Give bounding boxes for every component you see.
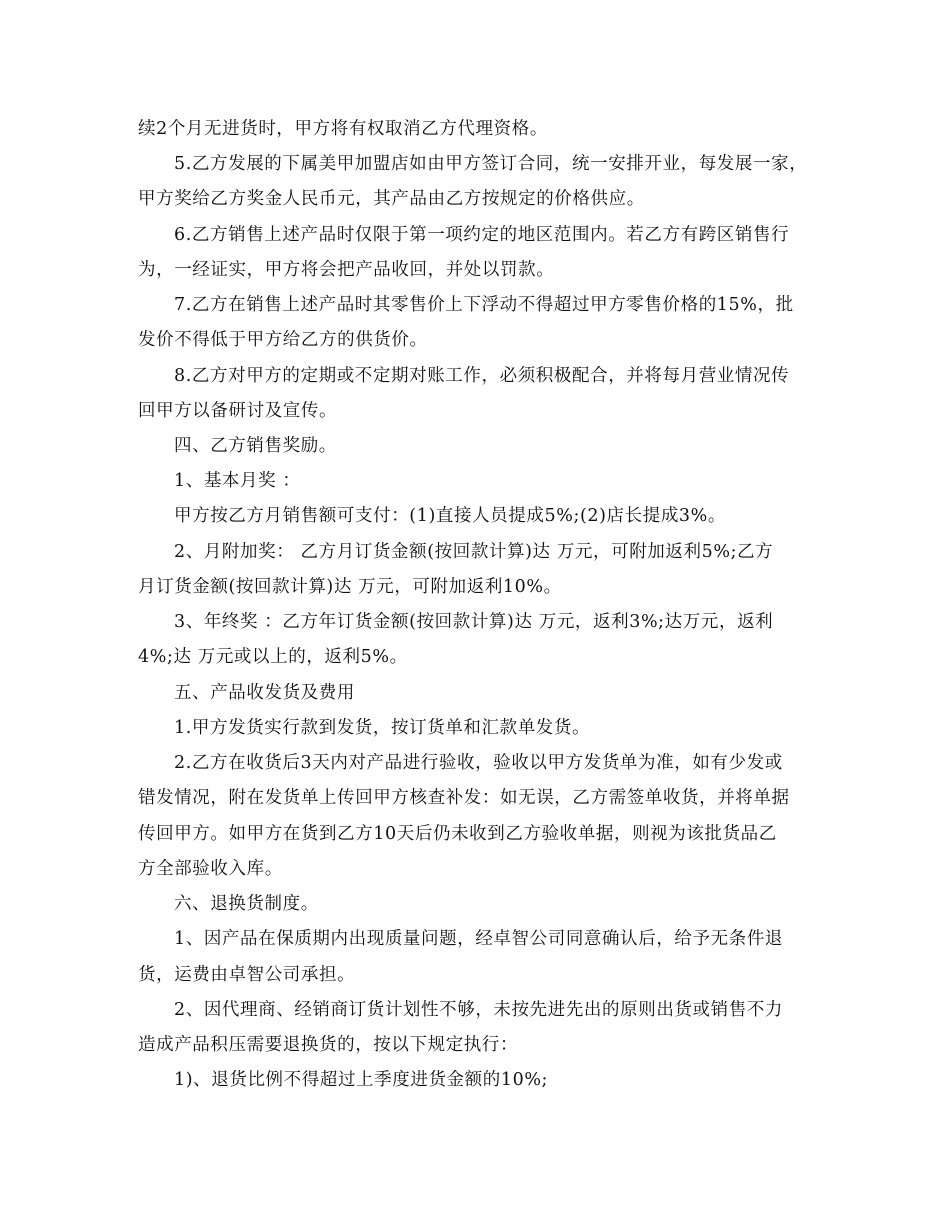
text-line: 月订货金额(按回款计算)达 万元，可附加返利10%。 <box>138 577 562 597</box>
text-line: 1.甲方发货实行款到发货，按订货单和汇款单发货。 <box>174 718 591 738</box>
text-line: 2、因代理商、经销商订货计划性不够，未按先进先出的原则出货或销售不力 <box>174 1000 784 1020</box>
text-line: 续2个月无进货时，甲方将有权取消乙方代理资格。 <box>138 119 548 139</box>
text-line: 1)、退货比例不得超过上季度进货金额的10%; <box>174 1070 549 1090</box>
text-line: 发价不得低于甲方给乙方的供货价。 <box>138 330 428 350</box>
text-line: 方全部验收入库。 <box>138 859 283 879</box>
text-line: 回甲方以备研讨及宣传。 <box>138 401 338 421</box>
text-line: 2.乙方在收货后3天内对产品进行验收，验收以甲方发货单为准，如有少发或 <box>174 753 783 773</box>
text-line: 为，一经证实，甲方将会把产品收回，并处以罚款。 <box>138 260 555 280</box>
text-line: 1、基本月奖 ： <box>174 471 301 491</box>
section-heading: 四、乙方销售奖励。 <box>174 436 337 456</box>
text-line: 传回甲方。如甲方在货到乙方10天后仍未收到乙方验收单据，则视为该批货品乙 <box>138 824 777 844</box>
text-line: 5.乙方发展的下属美甲加盟店如由甲方签订合同，统一安排开业，每发展一家， <box>174 154 808 174</box>
text-line: 造成产品积压需要退换货的，按以下规定执行： <box>138 1035 519 1055</box>
text-line: 甲方按乙方月销售额可支付：(1)直接人员提成5%;(2)店长提成3%。 <box>174 506 726 526</box>
text-line: 货，运费由卓智公司承担。 <box>138 965 356 985</box>
text-line: 1、因产品在保质期内出现质量问题，经卓智公司同意确认后，给予无条件退 <box>174 929 784 949</box>
text-line: 甲方奖给乙方奖金人民币元，其产品由乙方按规定的价格供应。 <box>138 189 645 209</box>
text-line: 7.乙方在销售上述产品时其零售价上下浮动不得超过甲方零售价格的15%，批 <box>174 295 794 315</box>
section-heading: 六、退换货制度。 <box>174 894 319 914</box>
text-line: 3、年终奖 ：乙方年订货金额(按回款计算)达 万元，返利3%;达万元，返利 <box>174 612 774 632</box>
text-line: 4%;达 万元或以上的，返利5%。 <box>138 647 408 667</box>
section-heading: 五、产品收发货及费用 <box>174 683 355 703</box>
text-line: 8.乙方对甲方的定期或不定期对账工作，必须积极配合，并将每月营业情况传 <box>174 366 790 386</box>
text-line: 错发情况，附在发货单上传回甲方核查补发：如无误，乙方需签单收货，并将单据 <box>138 788 790 808</box>
text-line: 2、月附加奖： 乙方月订货金额(按回款计算)达 万元，可附加返利5%;乙方 <box>174 542 774 562</box>
text-line: 6.乙方销售上述产品时仅限于第一项约定的地区范围内。若乙方有跨区销售行 <box>174 225 790 245</box>
